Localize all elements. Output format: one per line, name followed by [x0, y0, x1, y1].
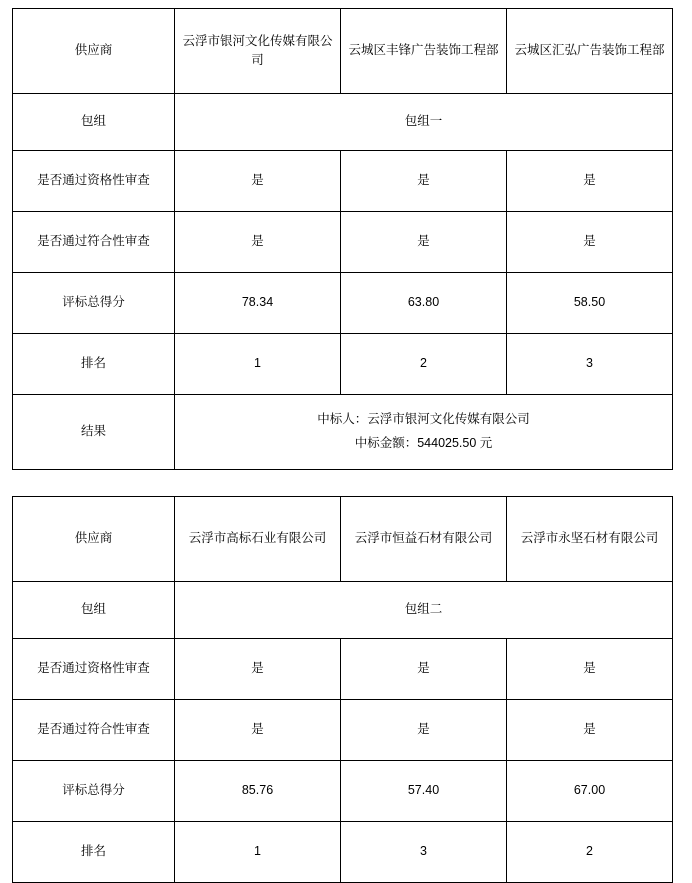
- compliance-row-label: 是否通过符合性审查: [13, 212, 175, 273]
- rank-row-label: 排名: [13, 822, 175, 883]
- score-value-2: 57.40: [341, 761, 507, 822]
- rank-row-label: 排名: [13, 334, 175, 395]
- qualification-value-1: 是: [175, 639, 341, 700]
- score-row-label: 评标总得分: [13, 273, 175, 334]
- rank-value-3: 2: [507, 822, 673, 883]
- score-value-1: 85.76: [175, 761, 341, 822]
- package-one-table: [12, 8, 673, 470]
- qualification-value-2: 是: [341, 151, 507, 212]
- result-row-label: 结果: [13, 395, 175, 470]
- qualification-value-3: 是: [507, 151, 673, 212]
- supplier-name-2: 云城区丰锋广告装饰工程部: [341, 9, 507, 94]
- rank-value-2: 2: [341, 334, 507, 395]
- group-row-label: 包组: [13, 94, 175, 151]
- compliance-value-1: 是: [175, 212, 341, 273]
- table-row-compliance: [13, 700, 673, 761]
- qualification-value-2: 是: [341, 639, 507, 700]
- score-value-3: 67.00: [507, 761, 673, 822]
- table-row-qualification: [13, 639, 673, 700]
- supplier-row-label: 供应商: [13, 9, 175, 94]
- score-value-2: 63.80: [341, 273, 507, 334]
- qualification-row-label: 是否通过资格性审查: [13, 151, 175, 212]
- score-value-1: 78.34: [175, 273, 341, 334]
- table-row-rank: [13, 334, 673, 395]
- rank-value-1: 1: [175, 334, 341, 395]
- table-row-supplier: [13, 9, 673, 94]
- winner-line: 中标人：云浮市银河文化传媒有限公司: [317, 412, 530, 427]
- rank-value-1: 1: [175, 822, 341, 883]
- table-row-qualification: [13, 151, 673, 212]
- group-row-label: 包组: [13, 582, 175, 639]
- table-row-supplier: [13, 497, 673, 582]
- rank-value-2: 3: [341, 822, 507, 883]
- qualification-value-3: 是: [507, 639, 673, 700]
- qualification-value-1: 是: [175, 151, 341, 212]
- score-value-3: 58.50: [507, 273, 673, 334]
- supplier-name-1: 云浮市银河文化传媒有限公司: [175, 9, 341, 94]
- table-row-group: [13, 94, 673, 151]
- table-row-compliance: [13, 212, 673, 273]
- group-value: 包组二: [175, 582, 673, 639]
- score-row-label: 评标总得分: [13, 761, 175, 822]
- supplier-row-label: 供应商: [13, 497, 175, 582]
- supplier-name-1: 云浮市高标石业有限公司: [175, 497, 341, 582]
- winning-amount-line: 中标金额：544025.50 元: [354, 436, 493, 450]
- group-value: 包组一: [175, 94, 673, 151]
- compliance-value-3: 是: [507, 700, 673, 761]
- qualification-row-label: 是否通过资格性审查: [13, 639, 175, 700]
- supplier-name-3: 云城区汇弘广告装饰工程部: [507, 9, 673, 94]
- compliance-row-label: 是否通过符合性审查: [13, 700, 175, 761]
- table-row-result: [13, 395, 673, 470]
- table-separator: [12, 470, 680, 496]
- package-two-table: [12, 496, 673, 883]
- compliance-value-3: 是: [507, 212, 673, 273]
- compliance-value-2: 是: [341, 700, 507, 761]
- table-row-group: [13, 582, 673, 639]
- result-content: [175, 395, 673, 470]
- table-row-rank: [13, 822, 673, 883]
- rank-value-3: 3: [507, 334, 673, 395]
- compliance-value-1: 是: [175, 700, 341, 761]
- supplier-name-3: 云浮市永坚石材有限公司: [507, 497, 673, 582]
- compliance-value-2: 是: [341, 212, 507, 273]
- supplier-name-2: 云浮市恒益石材有限公司: [341, 497, 507, 582]
- table-row-score: [13, 273, 673, 334]
- table-row-score: [13, 761, 673, 822]
